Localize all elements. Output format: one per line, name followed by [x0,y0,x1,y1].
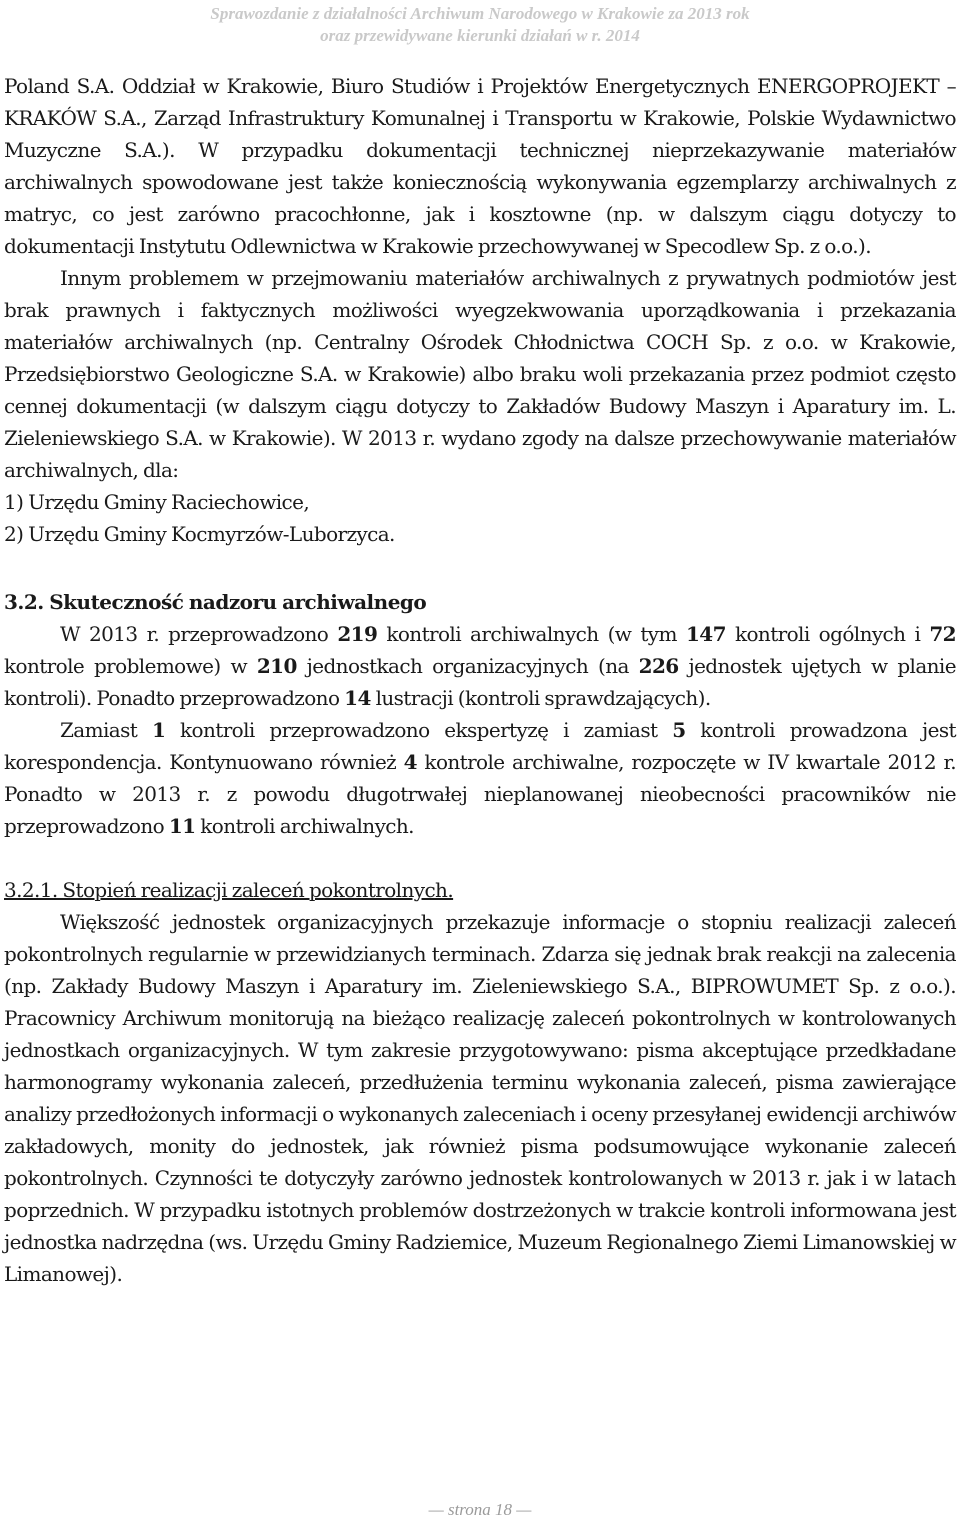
page-number: — strona 18 — [428,1500,532,1519]
bold-number: 72 [929,622,956,646]
running-header [4,0,956,47]
text-run: kontroli przeprowadzono ekspertyzę i zamiast [165,718,673,742]
bold-number: 1 [151,718,166,742]
bold-number: 147 [685,622,726,646]
section-heading-3-2-1: 3.2.1. Stopień realizacji zaleceń pokontrolnych. [4,878,454,902]
spacer [4,842,956,874]
section-heading-3-2: 3.2. Skuteczność nadzoru archiwalnego [4,590,427,614]
text-run: kontroli ogólnych i [725,622,930,646]
running-header-line-2: oraz przewidywane kierunki działań w r. 2014 [320,26,640,45]
list-item: 2) Urzędu Gminy Kocmyrzów-Luborzyca. [4,522,395,546]
bold-number: 210 [256,654,297,678]
bold-number: 219 [337,622,378,646]
paragraph-private-entities: Innym problemem w przejmowaniu materiałów archiwalnych z prywatnych podmiotów jest brak prawnych i faktycznych możliwości wyegzekwowania uporządkowania i przekazania materiałów archiwalnych (np. Centralny Ośrodek Chłodnictwa COCH Sp. z o.o. w Krakowie, Przedsiębiorstwo Geologiczne S.A. w Krakowie) albo braku woli przekazania przez podmiot często cennej dokumentacji (w dalszym ciągu dotyczy to Zakładów Budowy Maszyn i Aparatury im. L. Zieleniewskiego S.A. w Krakowie). W 2013 r. wydano zgody na dalsze przechowywanie materiałów archiwalnych, dla: [4,266,956,482]
text-run: kontrole archiwalne, rozpoczęte w IV kwartale 2012 r. Ponadto w 2013 r. z powodu długotrwałej nieplanowanej nieobecności pracowników nie przeprowadzono [4,750,957,838]
document-body [4,70,956,1290]
bold-number: 14 [344,686,371,710]
text-run: Zamiast [60,718,152,742]
paragraph-controls-replaced [4,714,956,842]
text-run: jednostek ujętych w planie kontroli). Ponadto przeprowadzono [4,654,956,710]
text-run: kontroli prowadzona jest korespondencja. Kontynuowano również [4,718,956,774]
text-run: jednostkach organizacyjnych (na [296,654,639,678]
text-run: kontrole problemowe) w [4,654,257,678]
text-run: lustracji (kontroli sprawdzających). [370,686,711,710]
paragraph-controls-summary [4,618,956,714]
text-run: kontroli archiwalnych. [195,814,414,838]
text-run: kontroli archiwalnych (w tym [377,622,686,646]
permissions-list [4,486,956,550]
paragraph-continuation: Poland S.A. Oddział w Krakowie, Biuro Studiów i Projektów Energetycznych ENERGOPROJEKT – KRAKÓW S.A., Zarząd Infrastruktury Komunalnej i Transportu w Krakowie, Polskie Wydawnictwo Muzyczne S.A.). W przypadku dokumentacji technicznej nieprzekazywanie materiałów archiwalnych spowodowane jest także koniecznością wykonywania egzemplarzy archiwalnych z matryc, co jest zarówno pracochłonne, jak i kosztowne (np. w dalszym ciągu dotyczy to dokumentacji Instytutu Odlewnictwa w Krakowie przechowywanej w Specodlew Sp. z o.o.). [4,74,956,258]
running-header-line-1: Sprawozdanie z działalności Archiwum Narodowego w Krakowie za 2013 rok [210,4,750,23]
bold-number: 4 [403,750,417,774]
text-run: W 2013 r. przeprowadzono [60,622,338,646]
bold-number: 226 [638,654,679,678]
list-item: 1) Urzędu Gminy Raciechowice, [4,490,310,514]
bold-number: 5 [672,718,686,742]
paragraph-recommendations: Większość jednostek organizacyjnych przekazuje informacje o stopniu realizacji zaleceń pokontrolnych regularnie w przewidzianych terminach. Zdarza się jednak brak reakcji na zalecenia (np. Zakłady Budowy Maszyn i Aparatury im. Zieleniewskiego S.A., BIPROWUMET Sp. z o.o.). Pracownicy Archiwum monitorują na bieżąco realizację zaleceń pokontrolnych w kontrolowanych jednostkach organizacyjnych. W tym zakresie przygotowywano: pisma akceptujące przedkładane harmonogramy wykonania zaleceń, przedłużenia terminu wykonania zaleceń, pisma zawierające analizy przedłożonych informacji o wykonanych zaleceniach i oceny przesyłanej ewidencji archiwów zakładowych, monity do jednostek, jak również pisma podsumowujące wykonanie zaleceń pokontrolnych. Czynności te dotyczyły zarówno jednostek kontrolowanych w 2013 r. jak i w latach poprzednich. W przypadku istotnych problemów dostrzeżonych w trakcie kontroli informowana jest jednostka nadrzędna (ws. Urzędu Gminy Radziemice, Muzeum Regionalnego Ziemi Limanowskiej w Limanowej). [4,910,956,1286]
bold-number: 11 [168,814,196,838]
spacer [4,550,956,586]
